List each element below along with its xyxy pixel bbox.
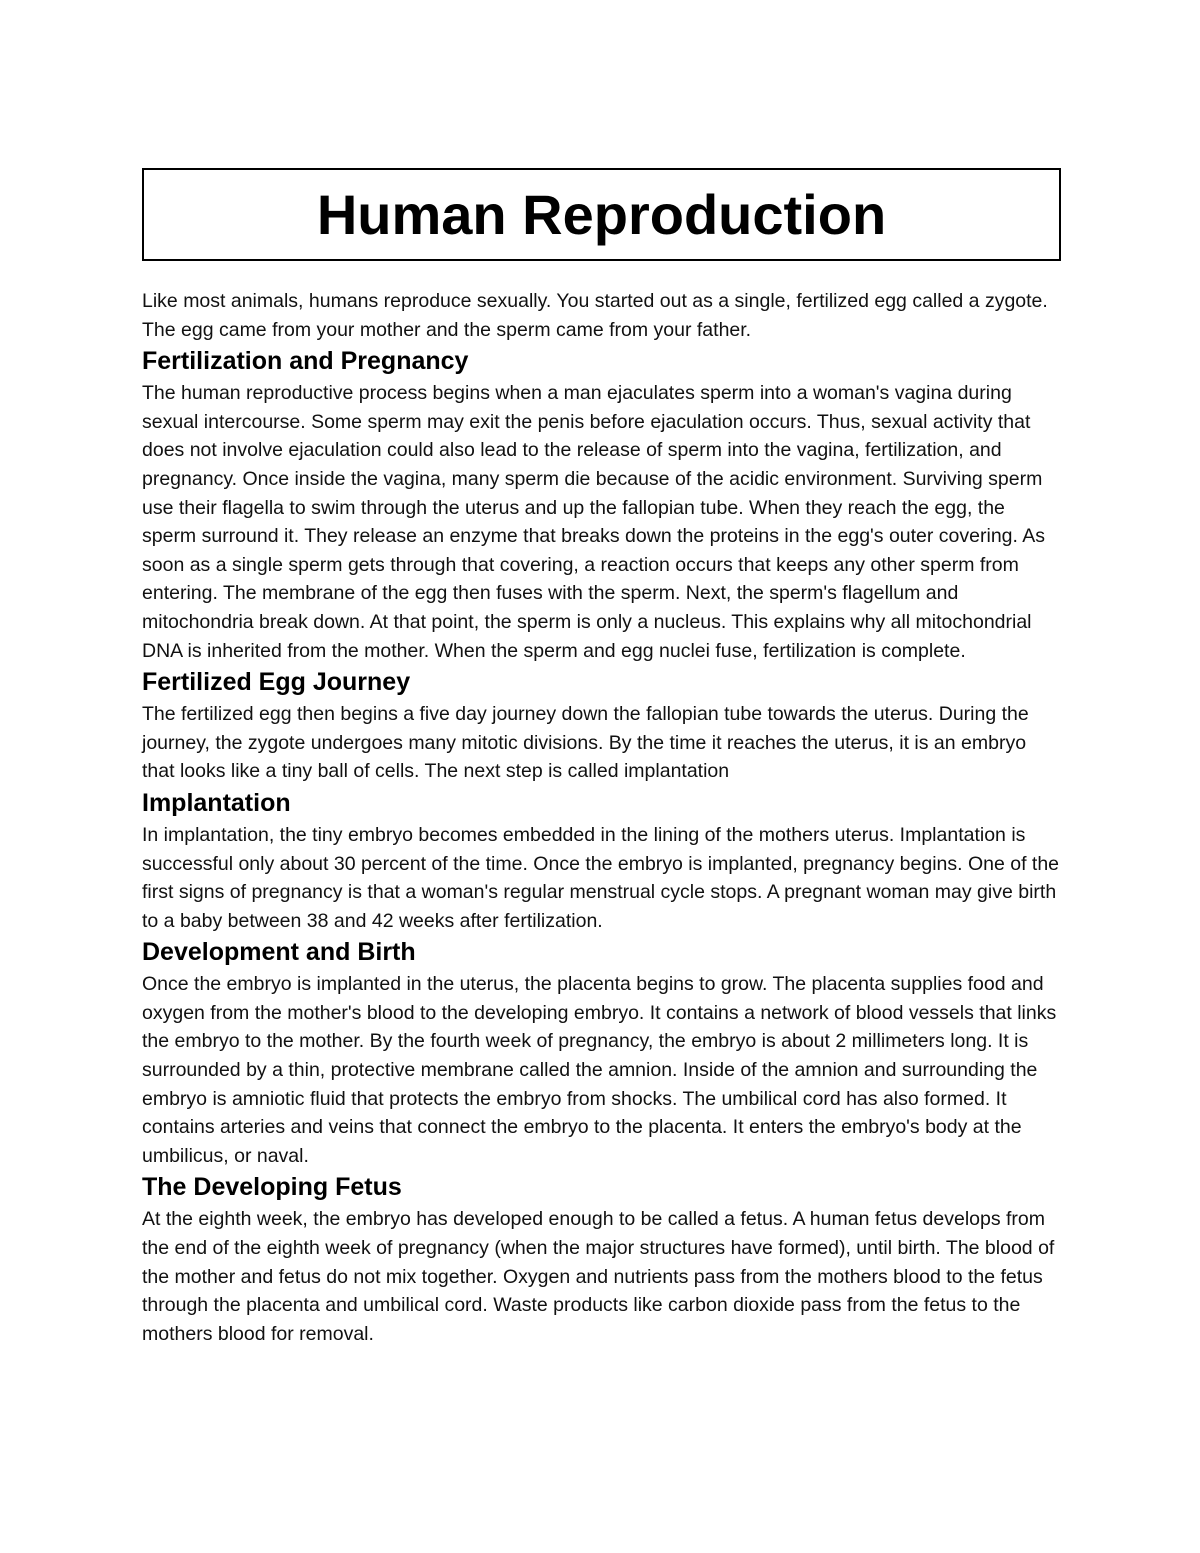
section-body-egg-journey: The fertilized egg then begins a five day journey down the fallopian tube towards the uterus. During the journey, the zygote undergoes many mitotic divisions. By the time it reaches the uterus, it is an embryo that looks like a tiny ball of cells. The next step is called implantation — [142, 703, 1029, 783]
section-heading-egg-journey: Fertilized Egg Journey — [142, 668, 411, 697]
intro-paragraph: Like most animals, humans reproduce sexually. You started out as a single, fertilized egg called a zygote. The egg came from your mother and the sperm came from your father. — [142, 290, 1048, 341]
section-heading-development: Development and Birth — [142, 938, 416, 967]
section-body-implantation: In implantation, the tiny embryo becomes embedded in the lining of the mothers uterus. Implantation is successful only about 30 percent of the time. Once the embryo is implanted, pregnancy begins. One of the first signs of pregnancy is that a woman's regular menstrual cycle stops. A pregnant woman may give birth to a baby between 38 and 42 weeks after fertilization. — [142, 823, 1060, 932]
section-body-fertilization: The human reproductive process begins when a man ejaculates sperm into a woman's vagina during sexual intercourse. Some sperm may exit the penis before ejaculation occurs. Thus, sexual activity that does not involve ejaculation could also lead to the release of sperm into the vagina, fertilization, and pregnancy. Once inside the vagina, many sperm die because of the acidic environment. Surviving sperm use their flagella to swim through the uterus and up the fallopian tube. When they reach the egg, the sperm surround it. They release an enzyme that breaks down the proteins in the egg's outer covering. As soon as a single sperm gets through that covering, a reaction occurs that keeps any other sperm from entering. The membrane of the egg then fuses with the sperm. Next, the sperm's flagellum and mitochondria break down. At that point, the sperm is only a nucleus. This explains why all mitochondrial DNA is inherited from the mother. When the sperm and egg nuclei fuse, fertilization is complete. — [142, 382, 1046, 662]
section-heading-fetus: The Developing Fetus — [142, 1173, 402, 1202]
document-page — [142, 168, 1061, 1348]
section-body-fetus: At the eighth week, the embryo has developed enough to be called a fetus. A human fetus develops from the end of the eighth week of pregnancy (when the major structures have formed), until birth. The blood of the mother and fetus do not mix together. Oxygen and nutrients pass from the mothers blood to the fetus through the placenta and umbilical cord. Waste products like carbon dioxide pass from the fetus to the mothers blood for removal. — [142, 1208, 1055, 1345]
section-heading-implantation: Implantation — [142, 788, 291, 817]
title-box — [142, 168, 1061, 261]
section-heading-fertilization: Fertilization and Pregnancy — [142, 347, 469, 376]
document-title: Human Reproduction — [316, 182, 887, 246]
section-body-development: Once the embryo is implanted in the uterus, the placenta begins to grow. The placenta supplies food and oxygen from the mother's blood to the developing embryo. It contains a network of blood vessels that links the embryo to the mother. By the fourth week of pregnancy, the embryo is about 2 millimeters long. It is surrounded by a thin, protective membrane called the amnion. Inside of the amnion and surrounding the embryo is amniotic fluid that protects the embryo from shocks. The umbilical cord has also formed. It contains arteries and veins that connect the embryo to the placenta. It enters the embryo's body at the umbilicus, or naval. — [142, 973, 1057, 1167]
